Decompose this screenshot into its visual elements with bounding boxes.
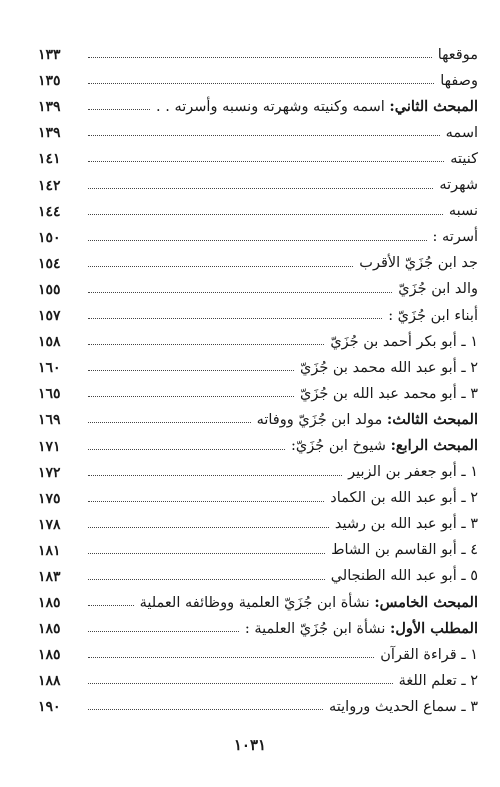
dot-leader <box>88 292 392 293</box>
dot-leader <box>88 83 434 84</box>
toc-entry-title <box>300 361 478 376</box>
toc-entry <box>38 427 478 453</box>
dot-leader <box>88 57 432 58</box>
toc-entry-title <box>399 674 478 689</box>
toc-page-number: ١٤٢ <box>38 177 61 194</box>
dot-leader <box>88 683 393 684</box>
page-number: ١٠٣١ <box>233 736 267 754</box>
section-heading-label: المبحث الرابع: <box>390 437 478 454</box>
dot-leader <box>88 579 325 580</box>
toc-entry-title <box>380 648 478 663</box>
toc-entry-title <box>359 256 478 271</box>
toc-entry-title <box>335 517 478 532</box>
toc-entry-title <box>398 282 478 297</box>
toc-entry-title <box>440 74 478 89</box>
toc-entry <box>38 297 478 323</box>
toc-entry-title <box>330 335 478 350</box>
dot-leader <box>88 553 325 554</box>
dot-leader <box>88 396 294 397</box>
toc-page-number: ١٦٩ <box>38 412 61 429</box>
toc-entry <box>38 480 478 506</box>
toc-entry-text: جد ابن جُزَيّ الأقرب <box>359 255 478 272</box>
dot-leader <box>88 161 444 162</box>
toc-entry-text: ٢ ـ أبو عبد الله محمد بن جُزَيّ <box>299 359 478 376</box>
toc-entry-text: اسمه <box>445 124 478 141</box>
toc-entry-text: كنيته <box>450 150 478 167</box>
toc-entry-title <box>156 97 478 115</box>
toc-entry <box>38 506 478 532</box>
toc-page-number: ١٥٧ <box>38 308 61 325</box>
toc-entry-title <box>330 491 478 506</box>
toc-page-number: ١٨٥ <box>38 621 61 638</box>
toc-entry-title <box>256 410 478 428</box>
toc-entry-text: ١ ـ قراءة القرآن <box>380 646 478 663</box>
toc-entry <box>38 375 478 401</box>
toc-page-number: ١٨٣ <box>38 568 61 585</box>
toc-entry-title <box>329 700 478 715</box>
toc-entry-text: ٣ ـ أبو عبد الله بن رشيد <box>334 516 478 533</box>
toc-entry <box>38 245 478 271</box>
toc-page-number: ١٦٥ <box>38 386 61 403</box>
toc-entry-text: نشأة ابن جُزَيّ العلمية : <box>244 620 390 637</box>
toc-page-number: ١٨١ <box>38 542 61 559</box>
toc-entry-text: أبناء ابن جُزَيّ : <box>388 307 478 324</box>
toc-entry-title <box>438 48 478 63</box>
toc-entry <box>38 88 478 114</box>
toc-page-number: ١٧٨ <box>38 516 61 533</box>
dot-leader <box>88 109 150 110</box>
toc-entry <box>38 662 478 688</box>
toc-entry <box>38 454 478 480</box>
dot-leader <box>88 266 353 267</box>
toc-entry-title <box>139 593 478 611</box>
table-of-contents <box>38 36 478 714</box>
toc-entry-text: والد ابن جُزَيّ <box>398 281 478 298</box>
dot-leader <box>88 657 374 658</box>
toc-entry-title <box>449 204 478 219</box>
toc-page-number: ١٨٥ <box>38 647 61 664</box>
toc-entry-text: ٢ ـ تعلم اللغة <box>398 672 478 689</box>
toc-entry-text: ٥ ـ أبو عبد الله الطنجالي <box>330 568 478 585</box>
toc-page-number: ١٥٨ <box>38 334 61 351</box>
dot-leader <box>88 422 251 423</box>
toc-entry <box>38 219 478 245</box>
toc-entry-title <box>450 152 478 167</box>
toc-page-number: ١٨٥ <box>38 595 61 612</box>
toc-entry-text: نسبه <box>448 203 478 220</box>
toc-page-number: ١٥٠ <box>38 229 61 246</box>
toc-page-number: ١٤٤ <box>38 203 61 220</box>
toc-entry <box>38 688 478 714</box>
toc-page-number: ١٥٥ <box>38 281 61 298</box>
toc-entry-title <box>331 543 478 558</box>
toc-entry-text: اسمه وكنيته وشهرته ونسبه وأسرته . . <box>156 98 390 115</box>
toc-page-number: ١٧٢ <box>38 464 61 481</box>
toc-entry <box>38 636 478 662</box>
toc-entry-text: موقعها <box>437 46 478 63</box>
toc-entry-text: ٤ ـ أبو القاسم بن الشاط <box>331 542 478 559</box>
toc-entry-text: ١ ـ أبو جعفر بن الزبير <box>348 464 478 481</box>
toc-entry-text: ٣ ـ أبو محمد عبد الله بن جُزَيّ <box>299 385 478 402</box>
toc-entry <box>38 349 478 375</box>
toc-entry <box>38 532 478 558</box>
dot-leader <box>88 449 285 450</box>
dot-leader <box>88 135 440 136</box>
toc-entry-text: ١ ـ أبو بكر أحمد بن جُزَيّ <box>330 333 478 350</box>
dot-leader <box>88 605 134 606</box>
toc-page-number: ١٣٩ <box>38 99 61 116</box>
toc-entry-title <box>291 439 478 454</box>
toc-entry-title <box>446 126 478 141</box>
section-heading-label: المبحث الثالث: <box>386 410 478 428</box>
toc-entry-title <box>348 465 478 480</box>
toc-entry-text: أسرته : <box>432 229 478 246</box>
toc-entry <box>38 323 478 349</box>
toc-entry <box>38 62 478 88</box>
toc-entry <box>38 584 478 610</box>
toc-entry-title <box>433 230 478 245</box>
toc-page-number: ١٥٤ <box>38 255 61 272</box>
toc-entry <box>38 401 478 427</box>
toc-entry-text: وصفها <box>440 72 478 89</box>
toc-page-number: ١٤١ <box>38 151 61 168</box>
toc-entry <box>38 271 478 297</box>
toc-entry-text: مولد ابن جُزَيّ ووفاته <box>256 411 387 428</box>
toc-page-number: ١٣٩ <box>38 125 61 142</box>
dot-leader <box>88 475 342 476</box>
toc-entry-text: شيوخ ابن جُزَيّ: <box>291 438 391 454</box>
section-heading-label: المطلب الأول: <box>390 619 478 637</box>
dot-leader <box>88 344 324 345</box>
toc-entry-text: ٢ ـ أبو عبد الله بن الكماد <box>330 490 478 507</box>
toc-page-number: ١٣٥ <box>38 73 61 90</box>
dot-leader <box>88 709 323 710</box>
toc-entry <box>38 36 478 62</box>
toc-page-number: ١٣٣ <box>38 47 61 64</box>
toc-entry <box>38 193 478 219</box>
toc-page-number: ١٧٥ <box>38 490 61 507</box>
dot-leader <box>88 318 382 319</box>
toc-entry-title <box>331 569 478 584</box>
dot-leader <box>88 240 427 241</box>
toc-entry <box>38 610 478 636</box>
toc-page-number: ١٨٨ <box>38 673 61 690</box>
dot-leader <box>88 631 239 632</box>
toc-entry <box>38 114 478 140</box>
toc-entry <box>38 558 478 584</box>
dot-leader <box>88 214 443 215</box>
toc-entry-text: نشأة ابن جُزَيّ العلمية ووظائفه العملية <box>139 594 375 611</box>
toc-entry <box>38 140 478 166</box>
dot-leader <box>88 527 329 528</box>
toc-entry-title <box>244 619 478 637</box>
toc-page-number: ١٦٠ <box>38 360 61 377</box>
toc-entry-text: ٣ ـ سماع الحديث وروايته <box>329 698 478 715</box>
toc-entry <box>38 166 478 192</box>
dot-leader <box>88 188 433 189</box>
toc-entry-title <box>439 178 478 193</box>
toc-page-number: ١٩٠ <box>38 699 61 716</box>
toc-entry-title <box>388 309 478 324</box>
toc-entry-text: شهرته <box>439 177 478 194</box>
toc-page-number: ١٧١ <box>38 438 61 455</box>
toc-entry-title <box>300 387 478 402</box>
section-heading-label: المبحث الثاني: <box>389 97 478 115</box>
section-heading-label: المبحث الخامس: <box>374 593 478 611</box>
dot-leader <box>88 501 324 502</box>
dot-leader <box>88 370 294 371</box>
